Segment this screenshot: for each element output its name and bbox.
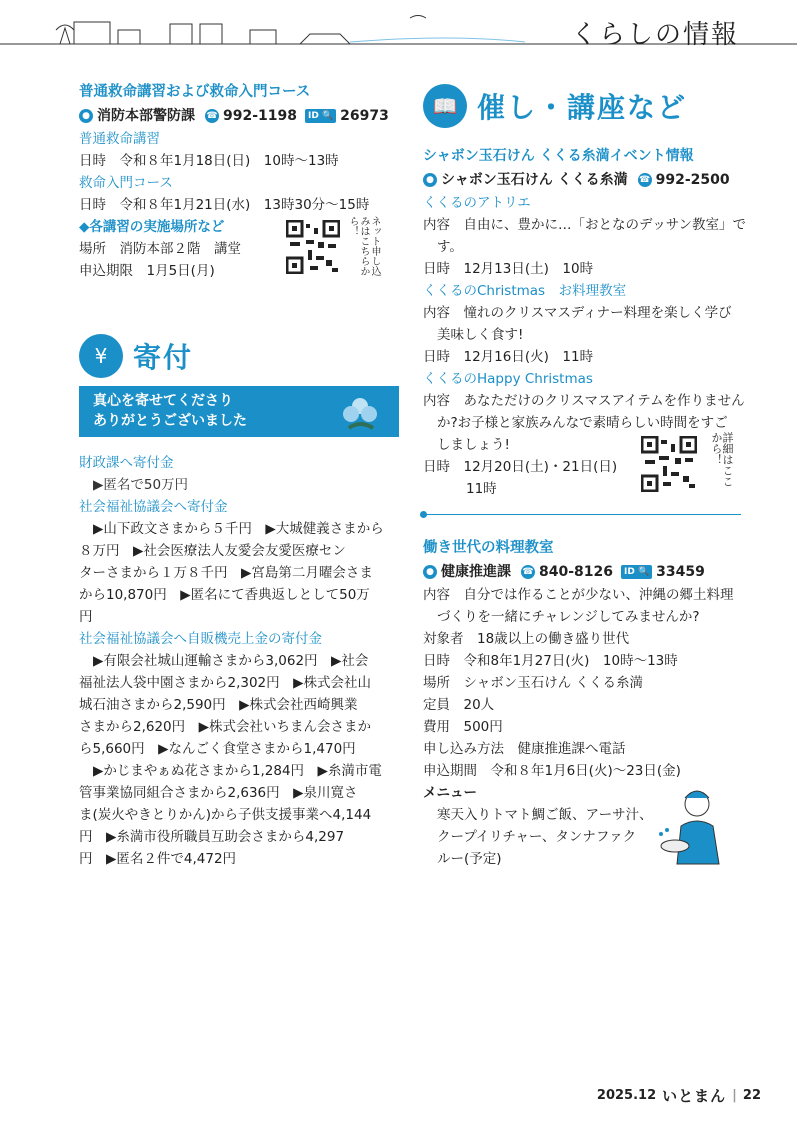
event-line: す。	[437, 239, 463, 255]
kifu-g3-line: さまから2,620円 ▶株式会社いちまん会さまか	[79, 719, 372, 735]
event-qr-note: 詳細はここから！	[710, 432, 734, 487]
chef-illustration	[653, 784, 733, 868]
event-title: シャボン玉石けん くくる糸満イベント情報	[423, 148, 694, 164]
course-sub2-line: 日時 令和８年1月21日(水) 13時30分～15時	[79, 197, 370, 213]
kifu-g2-line: から10,870円 ▶匿名にて香典返しとして50万	[79, 587, 370, 603]
cooking-line: 申込期間 令和８年1月6日(火)～23日(金)	[423, 763, 681, 779]
person-icon: ●	[423, 565, 437, 579]
course-sub2: 救命入門コース	[79, 175, 173, 191]
event-line: 内容 あなただけのクリスマスアイテムを作りません	[423, 393, 745, 409]
footer-page-number: 22	[742, 1088, 761, 1103]
kifu-body	[79, 452, 399, 870]
kifu-g3-line: ▶有限会社城山運輸さまから3,062円 ▶社会	[93, 653, 369, 669]
cooking-line: 費用 500円	[423, 719, 503, 735]
course-sub1-line: 日時 令和８年1月18日(日) 10時～13時	[79, 153, 339, 169]
cooking-line: 内容 自分では作ることが少ない、沖縄の郷土料理	[423, 587, 734, 603]
course-qr-note: ネット申し込みはこちらから！	[347, 216, 380, 276]
flower-icon	[339, 390, 381, 432]
kifu-banner	[79, 386, 399, 437]
phone-icon: ☎	[638, 175, 651, 185]
section-divider	[423, 514, 741, 515]
cooking-title: 働き世代の料理教室	[423, 540, 554, 556]
id-search-badge: ID 🔍	[621, 565, 652, 579]
cooking-line: づくりを一緒にチャレンジしてみませんか?	[437, 609, 700, 625]
kifu-heading	[79, 334, 193, 378]
course-contact	[79, 104, 399, 128]
event-phone: 992-2500	[655, 172, 730, 188]
page-header	[0, 0, 797, 56]
kifu-g2-line: ターさまから１万８千円 ▶宮島第二月曜会さま	[79, 565, 373, 581]
footer-issue: 2025.12	[596, 1088, 657, 1103]
cooking-contact	[423, 560, 743, 584]
course-place: 場所 消防本部２階 講堂	[79, 241, 241, 257]
event-e2-head: くくるのChristmas お料理教室	[423, 283, 627, 299]
events-heading	[423, 84, 743, 128]
right-column	[423, 80, 747, 867]
event-contact	[423, 168, 743, 192]
person-icon: ●	[423, 173, 437, 187]
kifu-g3-line: 管事業協同組合さまから2,636円 ▶泉川寛さ	[79, 785, 358, 801]
event-line: 日時 12月16日(火) 11時	[423, 349, 594, 365]
event-qr-code[interactable]	[641, 436, 697, 492]
cooking-line: 場所 シャボン玉石けん くくる糸満	[423, 675, 644, 691]
book-icon: 📖	[423, 84, 467, 128]
cooking-line: 定員 20人	[423, 697, 495, 713]
event-line: 日時 12月13日(土) 10時	[423, 261, 594, 277]
kifu-g3-line: 福祉法人袋中園さまから2,302円 ▶株式会社山	[79, 675, 372, 691]
cooking-line: 対象者 18歳以上の働き盛り世代	[423, 631, 630, 647]
course-place-head: ◆各講習の実施場所など	[79, 219, 225, 235]
kifu-title: 寄付	[133, 341, 194, 374]
event-line: しましょう!	[437, 437, 510, 453]
kifu-banner-line1: 真心を寄せてくださり	[93, 393, 233, 409]
event-line: 日時 12月20日(土)・21日(日)	[423, 459, 618, 475]
cooking-menu-line: ルー(予定)	[437, 851, 502, 867]
kifu-g2-head: 社会福祉協議会へ寄付金	[79, 499, 228, 515]
kifu-g3-line: ら5,660円 ▶なんごく食堂さまから1,470円	[79, 741, 356, 757]
phone-icon: ☎	[522, 567, 534, 577]
course-title: 普通救命講習および救命入門コース	[79, 84, 311, 100]
kifu-g3-line: 円 ▶匿名２件で4,472円	[79, 851, 237, 867]
kifu-g1-body: ▶匿名で50万円	[93, 477, 189, 493]
phone-icon: ☎	[206, 111, 218, 121]
kifu-g3-line: ま(炭火やきとりかん)から子供支援事業へ4,144	[79, 807, 372, 823]
event-e3-head: くくるのHappy Christmas	[423, 371, 593, 387]
cooking-menu-line: クープイリチャー、タンナファク	[437, 829, 637, 845]
kifu-g3-line: 円 ▶糸満市役所職員互助会さまから4,297	[79, 829, 345, 845]
events-title: 催し・講座など	[477, 91, 688, 124]
kifu-banner-line2: ありがとうございました	[93, 413, 247, 429]
cooking-phone: 840-8126	[539, 564, 613, 580]
kifu-g3-line: ▶かじまやぁぬ花さまから1,284円 ▶糸満市電	[93, 763, 382, 779]
footer-logo: いとまん	[662, 1087, 727, 1105]
cooking-dept: 健康推進課	[441, 564, 511, 580]
event-line: 美味しく食す!	[437, 327, 524, 343]
kifu-g2-line: ８万円 ▶社会医療法人友愛会友愛医療セン	[79, 543, 346, 559]
event-e1-head: くくるのアトリエ	[423, 195, 531, 211]
cooking-id: 33459	[656, 564, 705, 580]
kifu-g3-head: 社会福祉協議会へ自販機売上金の寄付金	[79, 631, 322, 647]
kifu-g2-line: ▶山下政文さまから５千円 ▶大城健義さまから	[93, 521, 384, 537]
event-line: 11時	[466, 481, 497, 497]
course-id: 26973	[340, 108, 389, 124]
footer-separator: |	[732, 1088, 737, 1103]
cooking-line: 申し込み方法 健康推進課へ電話	[423, 741, 626, 757]
event-line: 内容 自由に、豊かに…「おとなのデッサン教室」で	[423, 217, 747, 233]
event-line: 内容 憧れのクリスマスディナー料理を楽しく学び	[423, 305, 732, 321]
course-phone: 992-1198	[223, 108, 297, 124]
left-column	[79, 80, 399, 867]
event-org: シャボン玉石けん くくる糸満	[441, 172, 628, 188]
kifu-g3-line: 城石油さまから2,590円 ▶株式会社西崎興業	[79, 697, 358, 713]
kifu-g2-line: 円	[79, 609, 93, 625]
header-title: くらしの情報	[570, 20, 739, 50]
id-search-badge: ID 🔍	[305, 109, 336, 123]
kifu-g1-head: 財政課へ寄付金	[79, 455, 174, 471]
event-line: か?お子様と家族みんなで素晴らしい時間をすご	[437, 415, 728, 431]
page-footer	[597, 1085, 761, 1106]
person-icon: ●	[79, 109, 93, 123]
cooking-menu-label: メニュー	[423, 785, 477, 801]
donation-hand-icon: ¥	[79, 334, 123, 378]
course-dept: 消防本部警防課	[97, 108, 195, 124]
cooking-line: 日時 令和8年1月27日(火) 10時～13時	[423, 653, 678, 669]
course-deadline: 申込期限 1月5日(月)	[79, 263, 215, 279]
course-qr-code[interactable]	[286, 220, 340, 274]
cooking-menu-line: 寒天入りトマト鯛ご飯、アーサ汁、	[437, 807, 653, 823]
course-sub1: 普通救命講習	[79, 131, 160, 147]
